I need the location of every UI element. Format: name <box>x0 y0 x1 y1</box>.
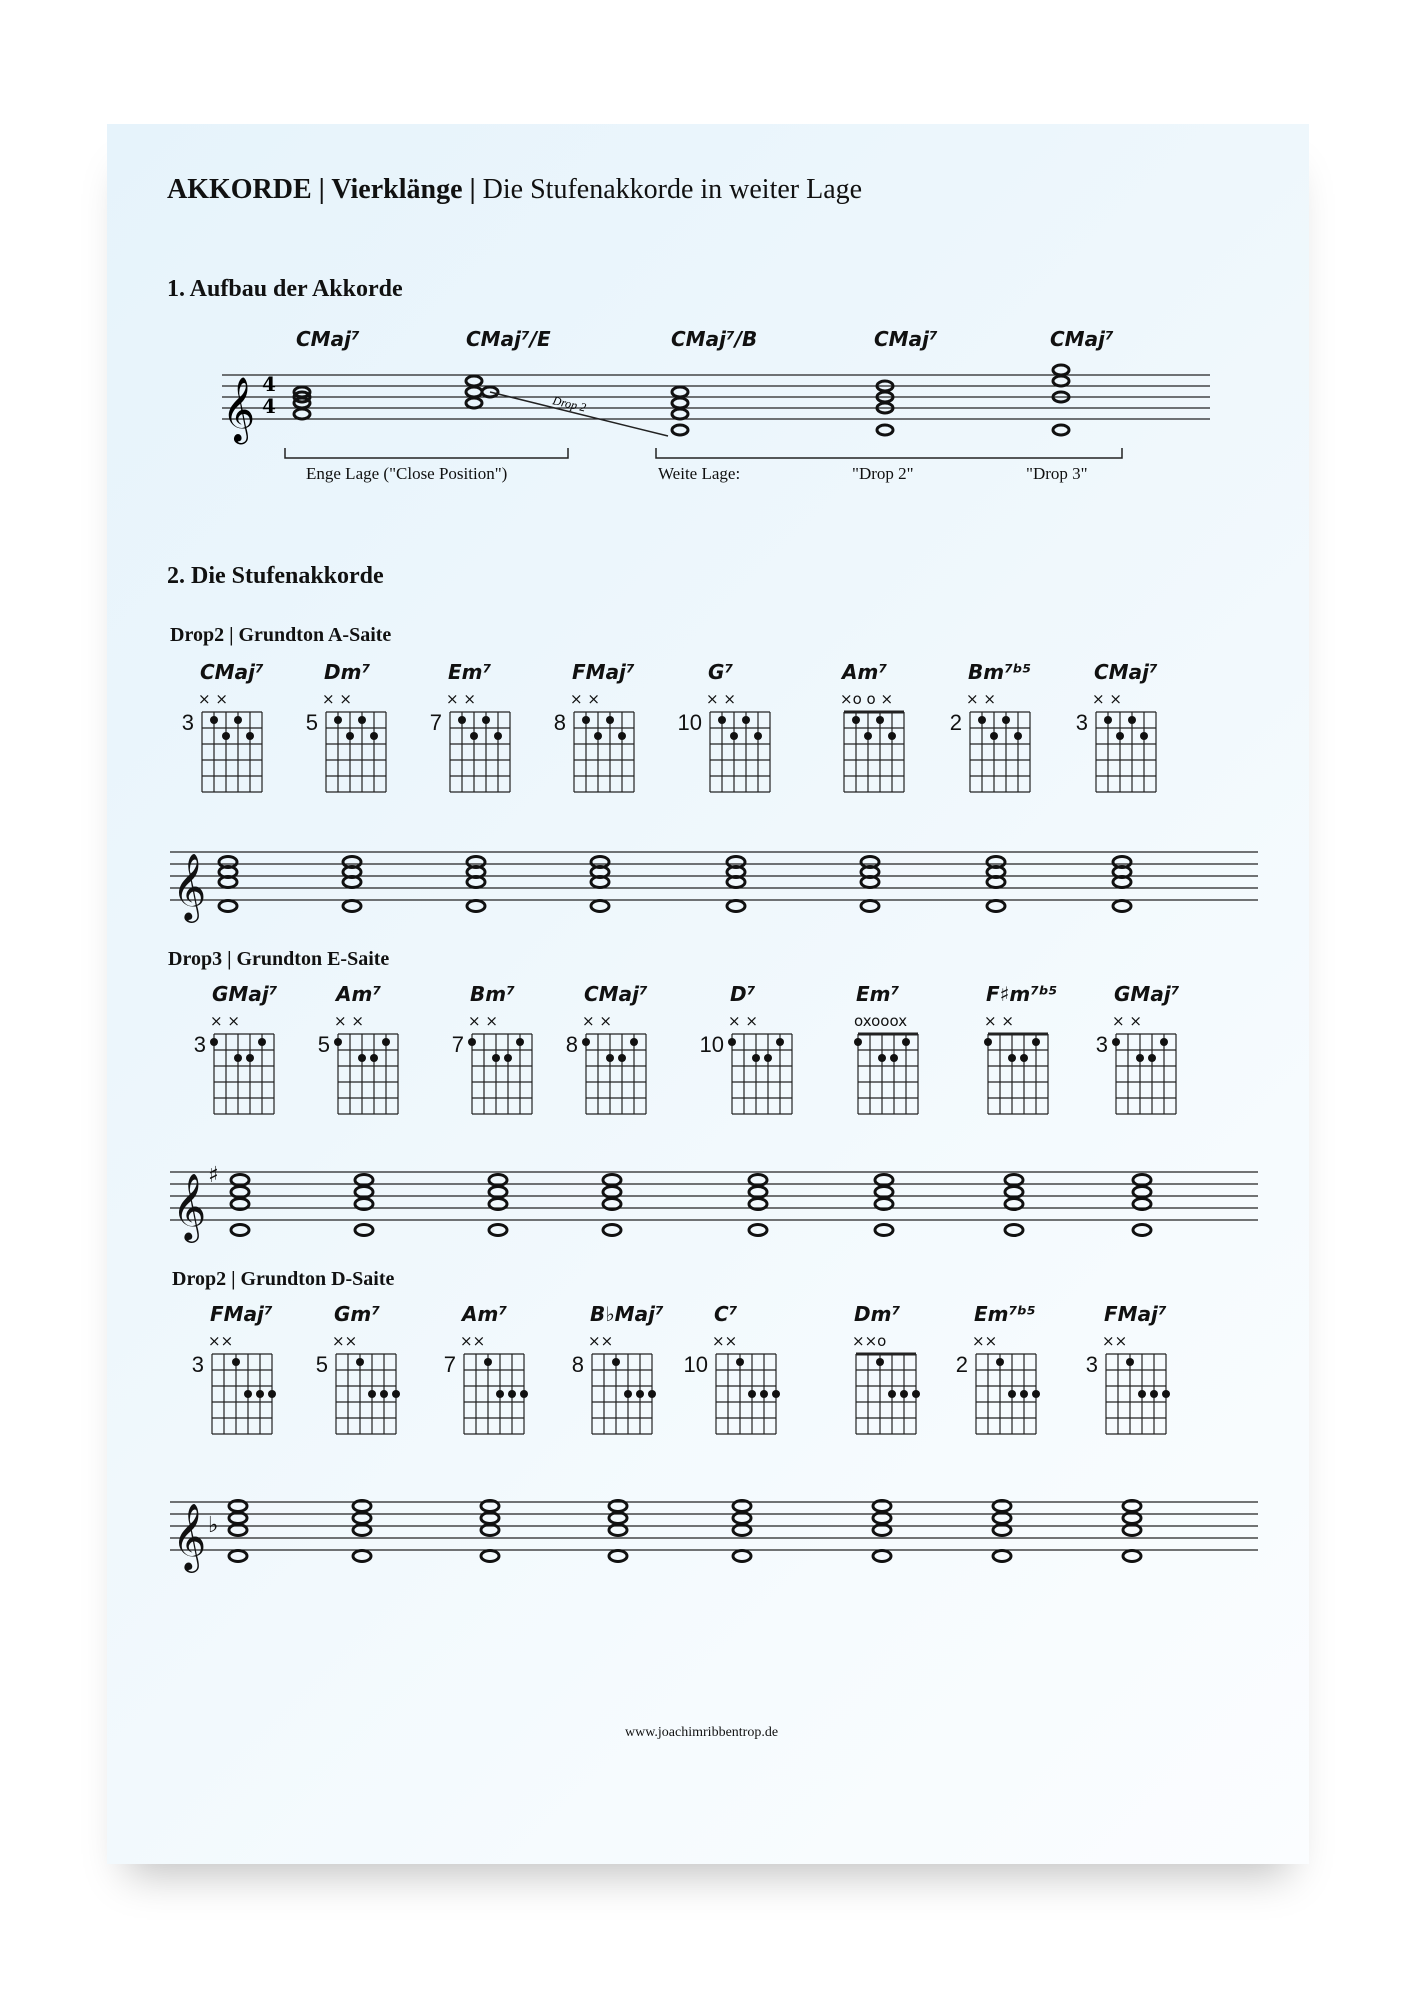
finger-dot <box>742 716 750 724</box>
finger-dot <box>776 1038 784 1046</box>
aufbau-chord-name: CMaj⁷ <box>296 327 360 351</box>
string-markers: ×o o × <box>840 690 894 708</box>
chord-name: Bm⁷ᵇ⁵ <box>968 660 1032 684</box>
finger-dot <box>1104 716 1112 724</box>
finger-dot <box>852 716 860 724</box>
fret-number: 2 <box>949 710 962 735</box>
finger-dot <box>334 716 342 724</box>
finger-dot <box>494 732 502 740</box>
finger-dot <box>606 716 614 724</box>
note-head <box>1133 1225 1151 1236</box>
finger-dot <box>268 1390 276 1398</box>
finger-dot <box>458 716 466 724</box>
finger-dot <box>864 732 872 740</box>
fret-number: 8 <box>565 1032 578 1057</box>
chord-name: Am⁷ <box>842 660 888 684</box>
time-signature-top: 4 <box>262 372 276 396</box>
aufbau-chord-name: CMaj⁷/B <box>671 327 758 351</box>
finger-dot <box>492 1054 500 1062</box>
string-markers: × × <box>198 690 228 708</box>
chord-name: GMaj⁷ <box>1114 982 1180 1006</box>
finger-dot <box>1150 1390 1158 1398</box>
string-markers: × × <box>570 690 600 708</box>
page-title: AKKORDE | Vierklänge | Die Stufenakkorde in weiter Lage <box>167 174 863 205</box>
string-markers: ×× <box>588 1332 614 1350</box>
finger-dot <box>618 1054 626 1062</box>
fret-number: 3 <box>193 1032 206 1057</box>
string-markers: ×× <box>332 1332 358 1350</box>
finger-dot <box>1136 1054 1144 1062</box>
chord-name: B♭Maj⁷ <box>590 1302 664 1326</box>
note-head <box>733 1551 751 1562</box>
finger-dot <box>358 1054 366 1062</box>
finger-dot <box>1138 1390 1146 1398</box>
treble-clef-icon: 𝄞 <box>172 1502 207 1570</box>
chord-name: G⁷ <box>708 660 734 684</box>
finger-dot <box>334 1038 342 1046</box>
fret-number: 8 <box>553 710 566 735</box>
finger-dot <box>984 1038 992 1046</box>
note-head <box>749 1225 767 1236</box>
finger-dot <box>1008 1054 1016 1062</box>
treble-clef-icon: 𝄞 <box>222 377 256 442</box>
finger-dot <box>1128 716 1136 724</box>
finger-dot <box>582 1038 590 1046</box>
aufbau-chord-name: CMaj⁷/E <box>466 327 551 351</box>
note-head <box>1113 901 1131 912</box>
aufbau-chord-name: CMaj⁷ <box>874 327 938 351</box>
string-markers: × × <box>966 690 996 708</box>
string-markers: ×× <box>460 1332 486 1350</box>
key-signature-icon: ♯ <box>208 1163 219 1188</box>
finger-dot <box>978 716 986 724</box>
string-markers: ×× <box>1102 1332 1128 1350</box>
finger-dot <box>380 1390 388 1398</box>
time-signature-bottom: 4 <box>262 394 276 418</box>
chord-name: FMaj⁷ <box>1104 1302 1167 1326</box>
fret-number: 5 <box>317 1032 330 1057</box>
chord-name: Bm⁷ <box>470 982 515 1006</box>
note-head <box>875 1225 893 1236</box>
finger-dot <box>752 1054 760 1062</box>
finger-dot <box>902 1038 910 1046</box>
finger-dot <box>1032 1390 1040 1398</box>
fret-number: 10 <box>699 1032 724 1057</box>
string-markers: × × <box>468 1012 498 1030</box>
label-open-position: Weite Lage: <box>658 464 741 483</box>
chord-name: Am⁷ <box>336 982 382 1006</box>
finger-dot <box>900 1390 908 1398</box>
note-head <box>353 1551 371 1562</box>
finger-dot <box>1116 732 1124 740</box>
fret-number: 3 <box>191 1352 204 1377</box>
finger-dot <box>232 1358 240 1366</box>
finger-dot <box>520 1390 528 1398</box>
finger-dot <box>636 1390 644 1398</box>
string-markers: × × <box>728 1012 758 1030</box>
finger-dot <box>370 732 378 740</box>
note-head <box>467 901 485 912</box>
fret-number: 7 <box>451 1032 464 1057</box>
chord-name: Em⁷ <box>448 660 492 684</box>
note-head <box>231 1225 249 1236</box>
chord-name: FMaj⁷ <box>210 1302 273 1326</box>
finger-dot <box>1014 732 1022 740</box>
chord-name: CMaj⁷ <box>584 982 648 1006</box>
finger-dot <box>234 716 242 724</box>
finger-dot <box>876 716 884 724</box>
finger-dot <box>876 1358 884 1366</box>
finger-dot <box>890 1054 898 1062</box>
finger-dot <box>618 732 626 740</box>
finger-dot <box>1002 716 1010 724</box>
key-signature-icon: ♭ <box>208 1513 219 1538</box>
chord-name: FMaj⁷ <box>572 660 635 684</box>
fret-number: 5 <box>305 710 318 735</box>
label-close-position: Enge Lage ("Close Position") <box>306 464 508 483</box>
string-markers: × × <box>582 1012 612 1030</box>
finger-dot <box>594 732 602 740</box>
note-head <box>993 1551 1011 1562</box>
footer-url: www.joachimribbentrop.de <box>625 1725 779 1740</box>
finger-dot <box>624 1390 632 1398</box>
chord-name: Am⁷ <box>462 1302 508 1326</box>
finger-dot <box>878 1054 886 1062</box>
finger-dot <box>496 1390 504 1398</box>
note-head <box>591 901 609 912</box>
finger-dot <box>508 1390 516 1398</box>
note-head <box>489 1225 507 1236</box>
finger-dot <box>1020 1390 1028 1398</box>
finger-dot <box>754 732 762 740</box>
finger-dot <box>468 1038 476 1046</box>
chord-name: CMaj⁷ <box>1094 660 1158 684</box>
finger-dot <box>246 1054 254 1062</box>
finger-dot <box>772 1390 780 1398</box>
row-2-heading: Drop3 | Grundton E-Saite <box>168 948 390 970</box>
fret-number: 7 <box>443 1352 456 1377</box>
finger-dot <box>760 1390 768 1398</box>
finger-dot <box>730 732 738 740</box>
row-1-heading: Drop2 | Grundton A-Saite <box>170 624 392 646</box>
string-markers: ×× <box>208 1332 234 1350</box>
finger-dot <box>370 1054 378 1062</box>
finger-dot <box>504 1054 512 1062</box>
fret-number: 3 <box>1085 1352 1098 1377</box>
string-markers: ××o <box>852 1332 887 1350</box>
finger-dot <box>392 1390 400 1398</box>
row-3-heading: Drop2 | Grundton D-Saite <box>172 1268 395 1290</box>
chord-name: Em⁷ᵇ⁵ <box>974 1302 1036 1326</box>
note-head <box>219 901 237 912</box>
finger-dot <box>630 1038 638 1046</box>
note-head <box>603 1225 621 1236</box>
string-markers: × × <box>706 690 736 708</box>
finger-dot <box>516 1038 524 1046</box>
finger-dot <box>1032 1038 1040 1046</box>
finger-dot <box>854 1038 862 1046</box>
finger-dot <box>912 1390 920 1398</box>
finger-dot <box>1140 732 1148 740</box>
finger-dot <box>612 1358 620 1366</box>
note-head <box>987 901 1005 912</box>
label-drop2: "Drop 2" <box>852 464 914 483</box>
finger-dot <box>470 732 478 740</box>
note-head <box>229 1551 247 1562</box>
fret-number: 3 <box>1075 710 1088 735</box>
finger-dot <box>482 716 490 724</box>
finger-dot <box>718 716 726 724</box>
chord-name: D⁷ <box>730 982 756 1006</box>
finger-dot <box>1008 1390 1016 1398</box>
aufbau-chord-name: CMaj⁷ <box>1050 327 1114 351</box>
fret-number: 5 <box>315 1352 328 1377</box>
finger-dot <box>888 732 896 740</box>
finger-dot <box>990 732 998 740</box>
finger-dot <box>210 1038 218 1046</box>
string-markers: × × <box>984 1012 1014 1030</box>
note-head <box>609 1551 627 1562</box>
fret-number: 10 <box>683 1352 708 1377</box>
finger-dot <box>210 716 218 724</box>
finger-dot <box>222 732 230 740</box>
string-markers: × × <box>446 690 476 708</box>
string-markers: × × <box>1092 690 1122 708</box>
note-head <box>343 901 361 912</box>
finger-dot <box>1148 1054 1156 1062</box>
finger-dot <box>1162 1390 1170 1398</box>
finger-dot <box>582 716 590 724</box>
chord-name: Gm⁷ <box>334 1302 381 1326</box>
note-head <box>355 1225 373 1236</box>
finger-dot <box>346 732 354 740</box>
chord-name: Dm⁷ <box>324 660 371 684</box>
note-head <box>1005 1225 1023 1236</box>
fret-number: 10 <box>677 710 702 735</box>
finger-dot <box>728 1038 736 1046</box>
section-1-heading: 1. Aufbau der Akkorde <box>167 276 403 302</box>
string-markers: × × <box>210 1012 240 1030</box>
fret-number: 8 <box>571 1352 584 1377</box>
finger-dot <box>356 1358 364 1366</box>
string-markers: ×× <box>712 1332 738 1350</box>
finger-dot <box>368 1390 376 1398</box>
note-head <box>861 901 879 912</box>
string-markers: × × <box>1112 1012 1142 1030</box>
finger-dot <box>606 1054 614 1062</box>
finger-dot <box>246 732 254 740</box>
note-head <box>873 1551 891 1562</box>
finger-dot <box>244 1390 252 1398</box>
finger-dot <box>996 1358 1004 1366</box>
finger-dot <box>888 1390 896 1398</box>
label-drop3: "Drop 3" <box>1026 464 1088 483</box>
string-markers: × × <box>322 690 352 708</box>
note-head <box>1123 1551 1141 1562</box>
chord-name: CMaj⁷ <box>200 660 264 684</box>
note-head <box>727 901 745 912</box>
finger-dot <box>484 1358 492 1366</box>
fret-number: 2 <box>955 1352 968 1377</box>
treble-clef-icon: 𝄞 <box>172 852 207 920</box>
finger-dot <box>1020 1054 1028 1062</box>
finger-dot <box>1160 1038 1168 1046</box>
fret-number: 7 <box>429 710 442 735</box>
svg-text:Drop 2: Drop 2 <box>551 393 588 415</box>
note-head <box>481 1551 499 1562</box>
string-markers: × × <box>334 1012 364 1030</box>
finger-dot <box>234 1054 242 1062</box>
finger-dot <box>764 1054 772 1062</box>
finger-dot <box>358 716 366 724</box>
chord-name: Em⁷ <box>856 982 900 1006</box>
string-markers: ×× <box>972 1332 998 1350</box>
chord-name: C⁷ <box>714 1302 738 1326</box>
finger-dot <box>648 1390 656 1398</box>
chord-name: GMaj⁷ <box>212 982 278 1006</box>
chord-name: F♯m⁷ᵇ⁵ <box>986 982 1058 1006</box>
finger-dot <box>256 1390 264 1398</box>
finger-dot <box>1126 1358 1134 1366</box>
finger-dot <box>382 1038 390 1046</box>
finger-dot <box>258 1038 266 1046</box>
fret-number: 3 <box>181 710 194 735</box>
string-markers: oxooox <box>854 1012 908 1030</box>
treble-clef-icon: 𝄞 <box>172 1172 207 1240</box>
finger-dot <box>748 1390 756 1398</box>
fret-number: 3 <box>1095 1032 1108 1057</box>
finger-dot <box>1112 1038 1120 1046</box>
chord-name: Dm⁷ <box>854 1302 901 1326</box>
finger-dot <box>736 1358 744 1366</box>
section-2-heading: 2. Die Stufenakkorde <box>167 563 384 589</box>
